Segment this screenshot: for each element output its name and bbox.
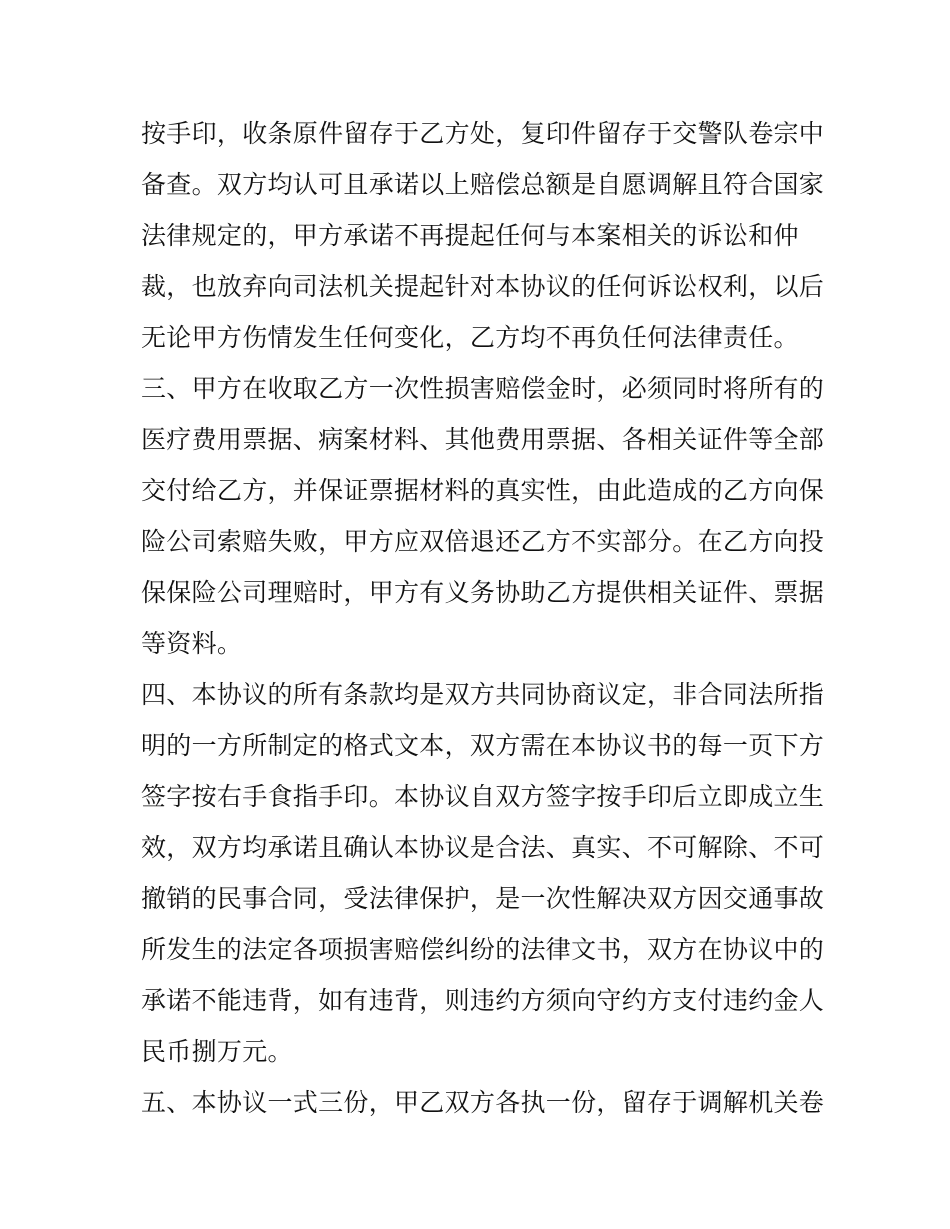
text-line: 交付给乙方，并保证票据材料的真实性，由此造成的乙方向保 [141,476,825,505]
text-line: 承诺不能违背，如有违背，则违约方须向守约方支付违约金人 [141,986,825,1015]
text-line: 签字按右手食指手印。本协议自双方签字按手印后立即成立生 [141,782,825,811]
text-line: 险公司索赔失败，甲方应双倍退还乙方不实部分。在乙方向投 [141,527,825,556]
text-line: 明的一方所制定的格式文本，双方需在本协议书的每一页下方 [141,731,825,760]
text-line: 三、甲方在收取乙方一次性损害赔偿金时，必须同时将所有的 [141,374,825,403]
text-line: 效，双方均承诺且确认本协议是合法、真实、不可解除、不可 [141,833,825,862]
text-line: 医疗费用票据、病案材料、其他费用票据、各相关证件等全部 [141,425,825,454]
agreement-text [141,108,825,1128]
text-line: 无论甲方伤情发生任何变化，乙方均不再负任何法律责任。 [141,323,799,352]
text-line: 保保险公司理赔时，甲方有义务协助乙方提供相关证件、票据 [141,578,825,607]
text-line: 按手印，收条原件留存于乙方处，复印件留存于交警队卷宗中 [141,119,825,148]
text-line: 撤销的民事合同，受法律保护，是一次性解决双方因交通事故 [141,884,825,913]
text-line: 裁，也放弃向司法机关提起针对本协议的任何诉讼权利，以后 [141,272,825,301]
text-line: 所发生的法定各项损害赔偿纠纷的法律文书，双方在协议中的 [141,935,825,964]
text-line: 法律规定的，甲方承诺不再提起任何与本案相关的诉讼和仲 [141,221,799,250]
text-line: 备查。双方均认可且承诺以上赔偿总额是自愿调解且符合国家 [141,170,825,199]
text-line: 民币捌万元。 [141,1037,293,1066]
text-line: 等资料。 [141,629,243,658]
text-line: 四、本协议的所有条款均是双方共同协商议定，非合同法所指 [141,680,825,709]
text-line: 五、本协议一式三份，甲乙双方各执一份，留存于调解机关卷 [141,1088,825,1117]
